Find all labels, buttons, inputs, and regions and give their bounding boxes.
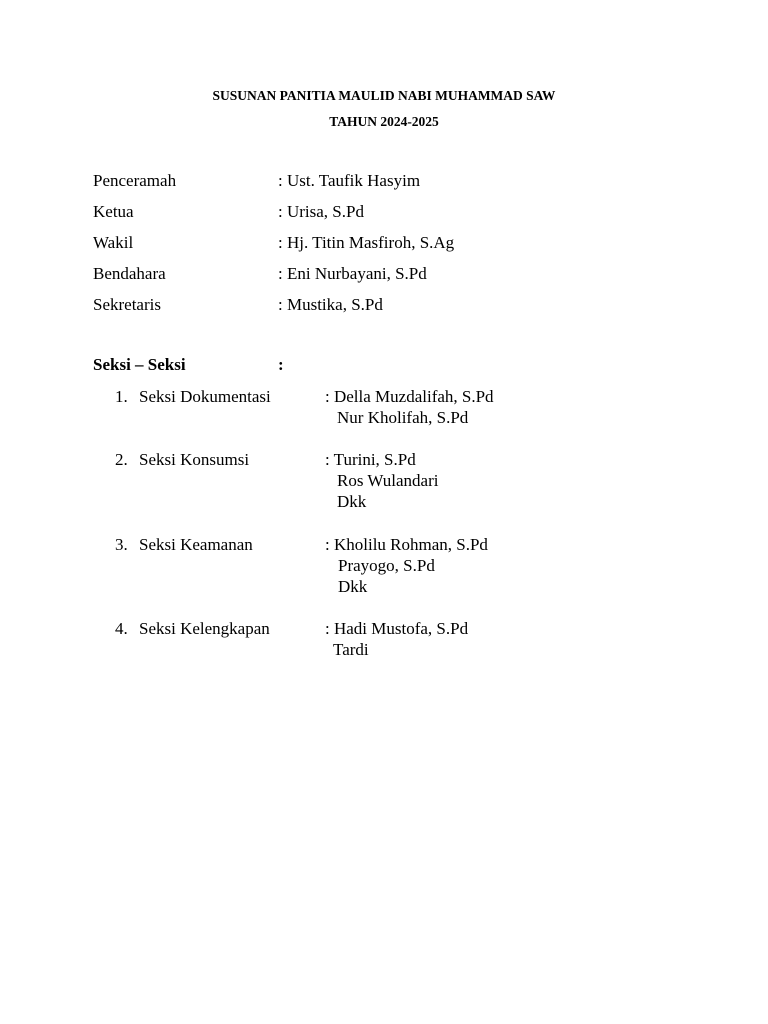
section-members xyxy=(325,534,488,597)
section-members xyxy=(325,449,438,512)
sections-heading: Seksi – Seksi xyxy=(93,355,186,374)
section-member: : Hadi Mustofa, S.Pd xyxy=(325,619,469,638)
document-title: SUSUNAN PANITIA MAULID NABI MUHAMMAD SAW xyxy=(212,88,556,103)
section-number: 4. xyxy=(115,619,128,638)
section-member: : Della Muzdalifah, S.Pd xyxy=(325,387,494,406)
officer-role: Penceramah xyxy=(93,171,177,190)
section-name: Seksi Kelengkapan xyxy=(139,619,270,638)
officer-role: Bendahara xyxy=(93,264,166,283)
sections-heading-colon: : xyxy=(278,355,284,374)
section-member: Prayogo, S.Pd xyxy=(338,556,435,575)
section-member: : Turini, S.Pd xyxy=(325,450,416,469)
officer-role: Wakil xyxy=(93,233,134,252)
section-member: Tardi xyxy=(333,640,369,659)
section-number: 1. xyxy=(115,387,128,406)
officer-role: Ketua xyxy=(93,202,134,221)
section-members xyxy=(325,386,494,428)
officer-name: : Mustika, S.Pd xyxy=(278,295,383,314)
section-member: Dkk xyxy=(337,492,367,511)
section-member: Ros Wulandari xyxy=(337,471,439,490)
section-member: Nur Kholifah, S.Pd xyxy=(337,408,469,427)
document-subtitle-year: TAHUN 2024-2025 xyxy=(329,114,439,129)
section-name: Seksi Dokumentasi xyxy=(139,387,271,406)
section-member: Dkk xyxy=(338,577,368,596)
section-name: Seksi Keamanan xyxy=(139,535,253,554)
section-member: : Kholilu Rohman, S.Pd xyxy=(325,535,488,554)
officer-name: : Ust. Taufik Hasyim xyxy=(278,171,421,190)
section-number: 2. xyxy=(115,450,128,469)
section-name: Seksi Konsumsi xyxy=(139,450,250,469)
section-number: 3. xyxy=(115,535,128,554)
officer-name: : Eni Nurbayani, S.Pd xyxy=(278,264,427,283)
officer-name: : Hj. Titin Masfiroh, S.Ag xyxy=(278,233,455,252)
officer-name: : Urisa, S.Pd xyxy=(278,202,364,221)
section-members xyxy=(325,618,468,660)
officer-role: Sekretaris xyxy=(93,295,161,314)
